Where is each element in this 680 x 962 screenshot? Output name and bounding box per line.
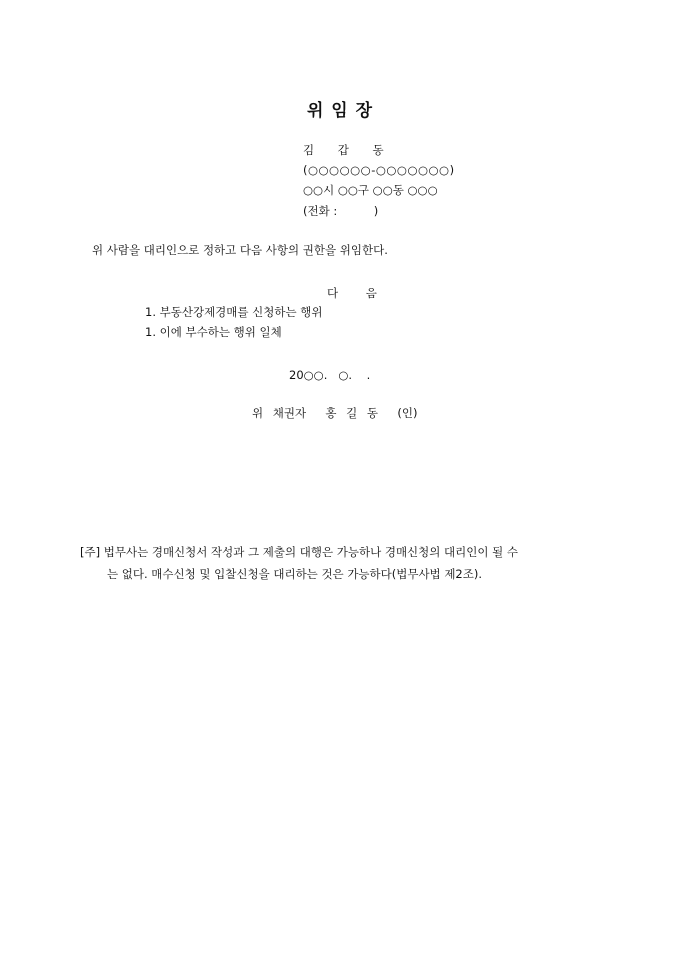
agent-phone: (전화 : ) (303, 204, 379, 218)
intro-text: 위 사람을 대리인으로 정하고 다음 사항의 권한을 위임한다. (92, 243, 388, 257)
list-item: 1. 이에 부수하는 행위 일체 (145, 325, 282, 339)
document-date: 20○○. ○. . (289, 368, 371, 382)
agent-id-number: (○○○○○○-○○○○○○○) (303, 163, 455, 177)
note-line-2: 는 없다. 매수신청 및 입찰신청을 대리하는 것은 가능하다(법무사법 제2조). (107, 567, 483, 581)
agent-address: ○○시 ○○구 ○○동 ○○○ (303, 183, 438, 197)
agent-name: 김 갑 동 (303, 143, 384, 157)
list-heading: 다 음 (327, 286, 377, 300)
list-item: 1. 부동산강제경매를 신청하는 행위 (145, 305, 323, 319)
signer-line: 위 채권자 홍 길 동 (인) (252, 406, 418, 420)
note-line-1: [주] 법무사는 경매신청서 작성과 그 제출의 대행은 가능하나 경매신청의 대리인이 될 수 (80, 545, 518, 559)
document-title: 위 임 장 (306, 101, 374, 121)
